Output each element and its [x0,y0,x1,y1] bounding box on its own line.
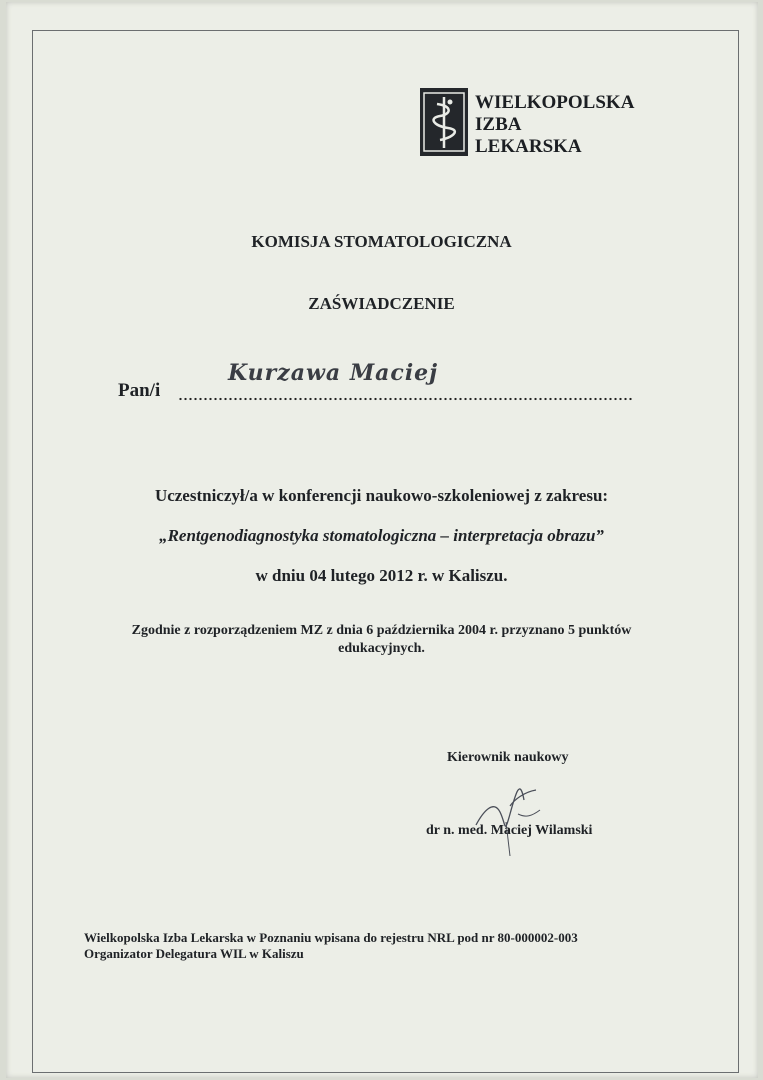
page-border [32,30,739,1073]
signatory-name: dr n. med. Maciej Wilamski [426,823,593,838]
recipient-label: Pan/i [118,380,161,401]
recipient-name-handwritten: Kurzawa Maciej [228,360,439,386]
footer-info [84,930,578,962]
footer-registry: Wielkopolska Izba Lekarska w Poznaniu wpisana do rejestru NRL pod nr 80-000002-003 [84,930,578,945]
participation-text: Uczestniczył/a w konferencji naukowo-szkoleniowej z zakresu: [154,486,609,505]
footer-organizer: Organizator Delegatura WIL w Kaliszu [84,946,304,961]
logo-line-1: WIELKOPOLSKA [475,92,635,113]
commission-heading: KOMISJA STOMATOLOGICZNA [251,232,512,251]
points-notice: Zgodnie z rozporządzeniem MZ z dnia 6 października 2004 r. przyznano 5 punktów edukacyjnych. [131,623,632,656]
certificate-title: ZAŚWIADCZENIE [308,294,455,313]
recipient-line [118,360,638,410]
signatory-role: Kierownik naukowy [447,750,569,765]
dotted-fill-line [178,397,633,401]
logo-line-2: IZBA [475,114,522,135]
conference-topic: „Rentgenodiagnostyka stomatologiczna – interpretacja obrazu” [159,526,604,545]
handwritten-signature [470,770,550,865]
date-place-text: w dniu 04 lutego 2012 r. w Kaliszu. [255,566,508,585]
logo-line-3: LEKARSKA [475,136,582,157]
aesculapius-emblem-icon [420,88,468,156]
chamber-logo-text [475,92,634,158]
